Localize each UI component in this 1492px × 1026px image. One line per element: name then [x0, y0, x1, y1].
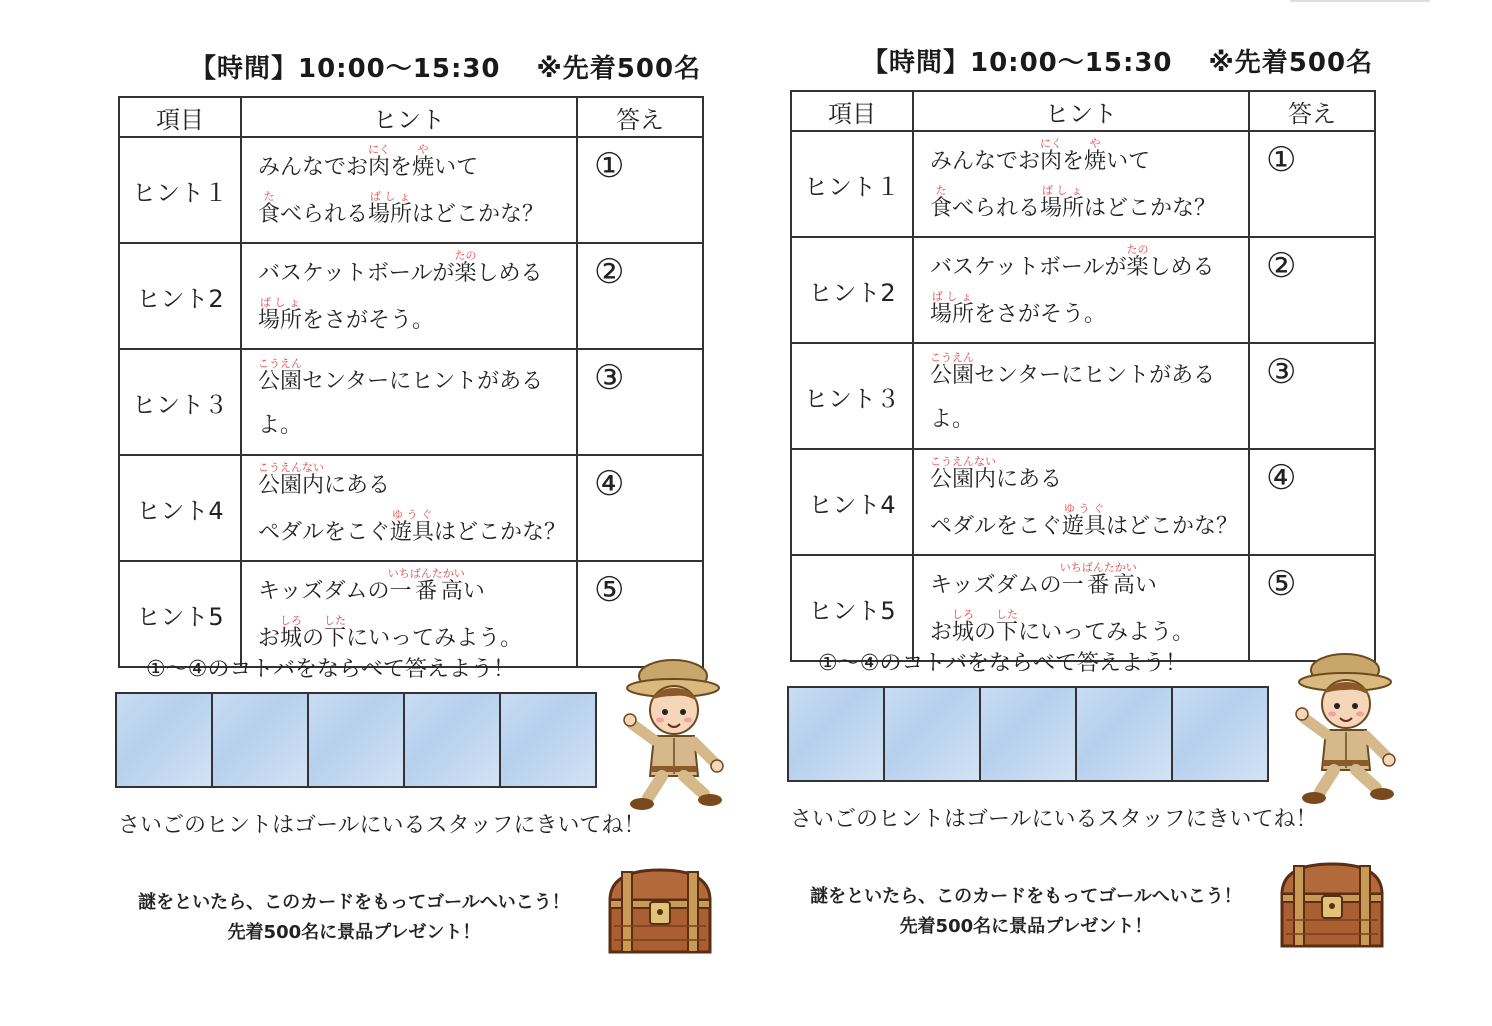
- treasure-chest-illustration: [1276, 860, 1388, 950]
- answer-box[interactable]: [211, 692, 309, 788]
- table-row: [119, 349, 703, 455]
- hint-text: [241, 455, 577, 561]
- goal-message: [128, 888, 580, 948]
- hint-label: ヒント１: [791, 131, 913, 237]
- answer-cell[interactable]: ②: [577, 243, 703, 349]
- answer-box[interactable]: [499, 692, 597, 788]
- column-header-hint: ヒント: [913, 91, 1249, 131]
- hint-label: ヒント１: [119, 137, 241, 243]
- answer-box[interactable]: [1075, 686, 1173, 782]
- goal-message: [800, 882, 1252, 942]
- answer-cell[interactable]: ④: [1249, 449, 1375, 555]
- answer-box[interactable]: [979, 686, 1077, 782]
- answer-cell[interactable]: ⑤: [577, 561, 703, 667]
- hint-line-2: 食たべられる場所ばしょはどこかな？: [258, 190, 545, 227]
- hint-text: [913, 343, 1249, 449]
- hint-table-header: [119, 97, 703, 137]
- hint-label: ヒント３: [791, 343, 913, 449]
- answer-cell[interactable]: ⑤: [1249, 555, 1375, 661]
- hint-line-1: みんなでお肉にくを焼やいて: [930, 137, 1151, 174]
- answer-boxes: [117, 692, 597, 788]
- column-header-item: 項目: [791, 91, 913, 131]
- hint-label: ヒント5: [119, 561, 241, 667]
- hint-line-1: キッズダムの一番高いちばんたかいい: [258, 567, 485, 604]
- table-row: [119, 243, 703, 349]
- answer-cell[interactable]: ①: [1249, 131, 1375, 237]
- hint-label: ヒント5: [791, 555, 913, 661]
- goal-line-1: 謎をといたら、このカードをもってゴールへいこう！: [810, 886, 1242, 907]
- hint-table: [118, 96, 704, 668]
- answer-box[interactable]: [403, 692, 501, 788]
- goal-line-1: 謎をといたら、このカードをもってゴールへいこう！: [138, 892, 570, 913]
- hint-text: [913, 131, 1249, 237]
- answer-cell[interactable]: ②: [1249, 237, 1375, 343]
- answer-box[interactable]: [307, 692, 405, 788]
- hint-label: ヒント4: [119, 455, 241, 561]
- hint-text: [241, 137, 577, 243]
- hint-line-1: 公園こうえんセンターにヒントがあるよ。: [930, 350, 1216, 432]
- hint-label: ヒント2: [791, 237, 913, 343]
- hint-line-2: お城しろの下したにいってみよう。: [930, 608, 1195, 645]
- hint-label: ヒント4: [791, 449, 913, 555]
- hint-text: [241, 243, 577, 349]
- hint-label: ヒント2: [119, 243, 241, 349]
- hint-line-2: 食たべられる場所ばしょはどこかな？: [930, 184, 1217, 221]
- table-row: [791, 237, 1375, 343]
- hint-line-1: キッズダムの一番高いちばんたかいい: [930, 561, 1157, 598]
- hint-line-2: お城しろの下したにいってみよう。: [258, 614, 523, 651]
- event-header: [190, 48, 701, 85]
- last-hint-text: さいごのヒントはゴールにいるスタッフにきいてね！: [790, 807, 1318, 832]
- table-row: [791, 343, 1375, 449]
- hint-line-1: 公園こうえんセンターにヒントがあるよ。: [258, 356, 544, 438]
- answer-cell[interactable]: ①: [577, 137, 703, 243]
- goal-line-2: 先着500名に景品プレゼント！: [899, 916, 1153, 937]
- hint-line-1: 公園内こうえんないにある: [258, 461, 391, 498]
- event-time: 【時間】10:00〜15:30: [190, 54, 501, 84]
- answer-cell[interactable]: ③: [1249, 343, 1375, 449]
- answer-box[interactable]: [883, 686, 981, 782]
- goal-line-2: 先着500名に景品プレゼント！: [227, 922, 481, 943]
- explorer-boy-illustration: [1290, 652, 1400, 812]
- hint-text: [913, 449, 1249, 555]
- table-row: [791, 131, 1375, 237]
- hint-line-2: 場所ばしょをさがそう。: [930, 290, 1107, 327]
- column-header-item: 項目: [119, 97, 241, 137]
- answer-box[interactable]: [115, 692, 213, 788]
- table-row: [791, 449, 1375, 555]
- hint-line-1: バスケットボールが楽たのしめる: [258, 249, 543, 286]
- hint-table-header: [791, 91, 1375, 131]
- event-notice: ※先着500名: [536, 54, 702, 84]
- hint-line-1: 公園内こうえんないにある: [930, 455, 1063, 492]
- quiz-card-right: [672, 0, 1418, 1020]
- event-notice: ※先着500名: [1208, 48, 1374, 78]
- hint-line-1: バスケットボールが楽たのしめる: [930, 243, 1215, 280]
- answer-cell[interactable]: ③: [577, 349, 703, 455]
- answer-cell[interactable]: ④: [577, 455, 703, 561]
- answer-prompt: ①〜④のコトバをならべて答えよう！: [146, 657, 516, 682]
- last-hint-text: さいごのヒントはゴールにいるスタッフにきいてね！: [118, 813, 646, 838]
- event-time: 【時間】10:00〜15:30: [862, 48, 1173, 78]
- hint-line-2: ペダルをこぐ遊具ゆうぐはどこかな？: [258, 508, 567, 545]
- answer-box[interactable]: [1171, 686, 1269, 782]
- hint-line-1: みんなでお肉にくを焼やいて: [258, 143, 479, 180]
- hint-text: [913, 237, 1249, 343]
- column-header-answer: 答え: [1249, 91, 1375, 131]
- table-row: [119, 137, 703, 243]
- hint-table: [790, 90, 1376, 662]
- hint-label: ヒント３: [119, 349, 241, 455]
- table-row: [119, 455, 703, 561]
- event-header: [862, 42, 1373, 79]
- answer-boxes: [789, 686, 1269, 782]
- answer-prompt: ①〜④のコトバをならべて答えよう！: [818, 651, 1188, 676]
- column-header-answer: 答え: [577, 97, 703, 137]
- hint-line-2: ペダルをこぐ遊具ゆうぐはどこかな？: [930, 502, 1239, 539]
- column-header-hint: ヒント: [241, 97, 577, 137]
- hint-line-2: 場所ばしょをさがそう。: [258, 296, 435, 333]
- hint-text: [241, 349, 577, 455]
- answer-box[interactable]: [787, 686, 885, 782]
